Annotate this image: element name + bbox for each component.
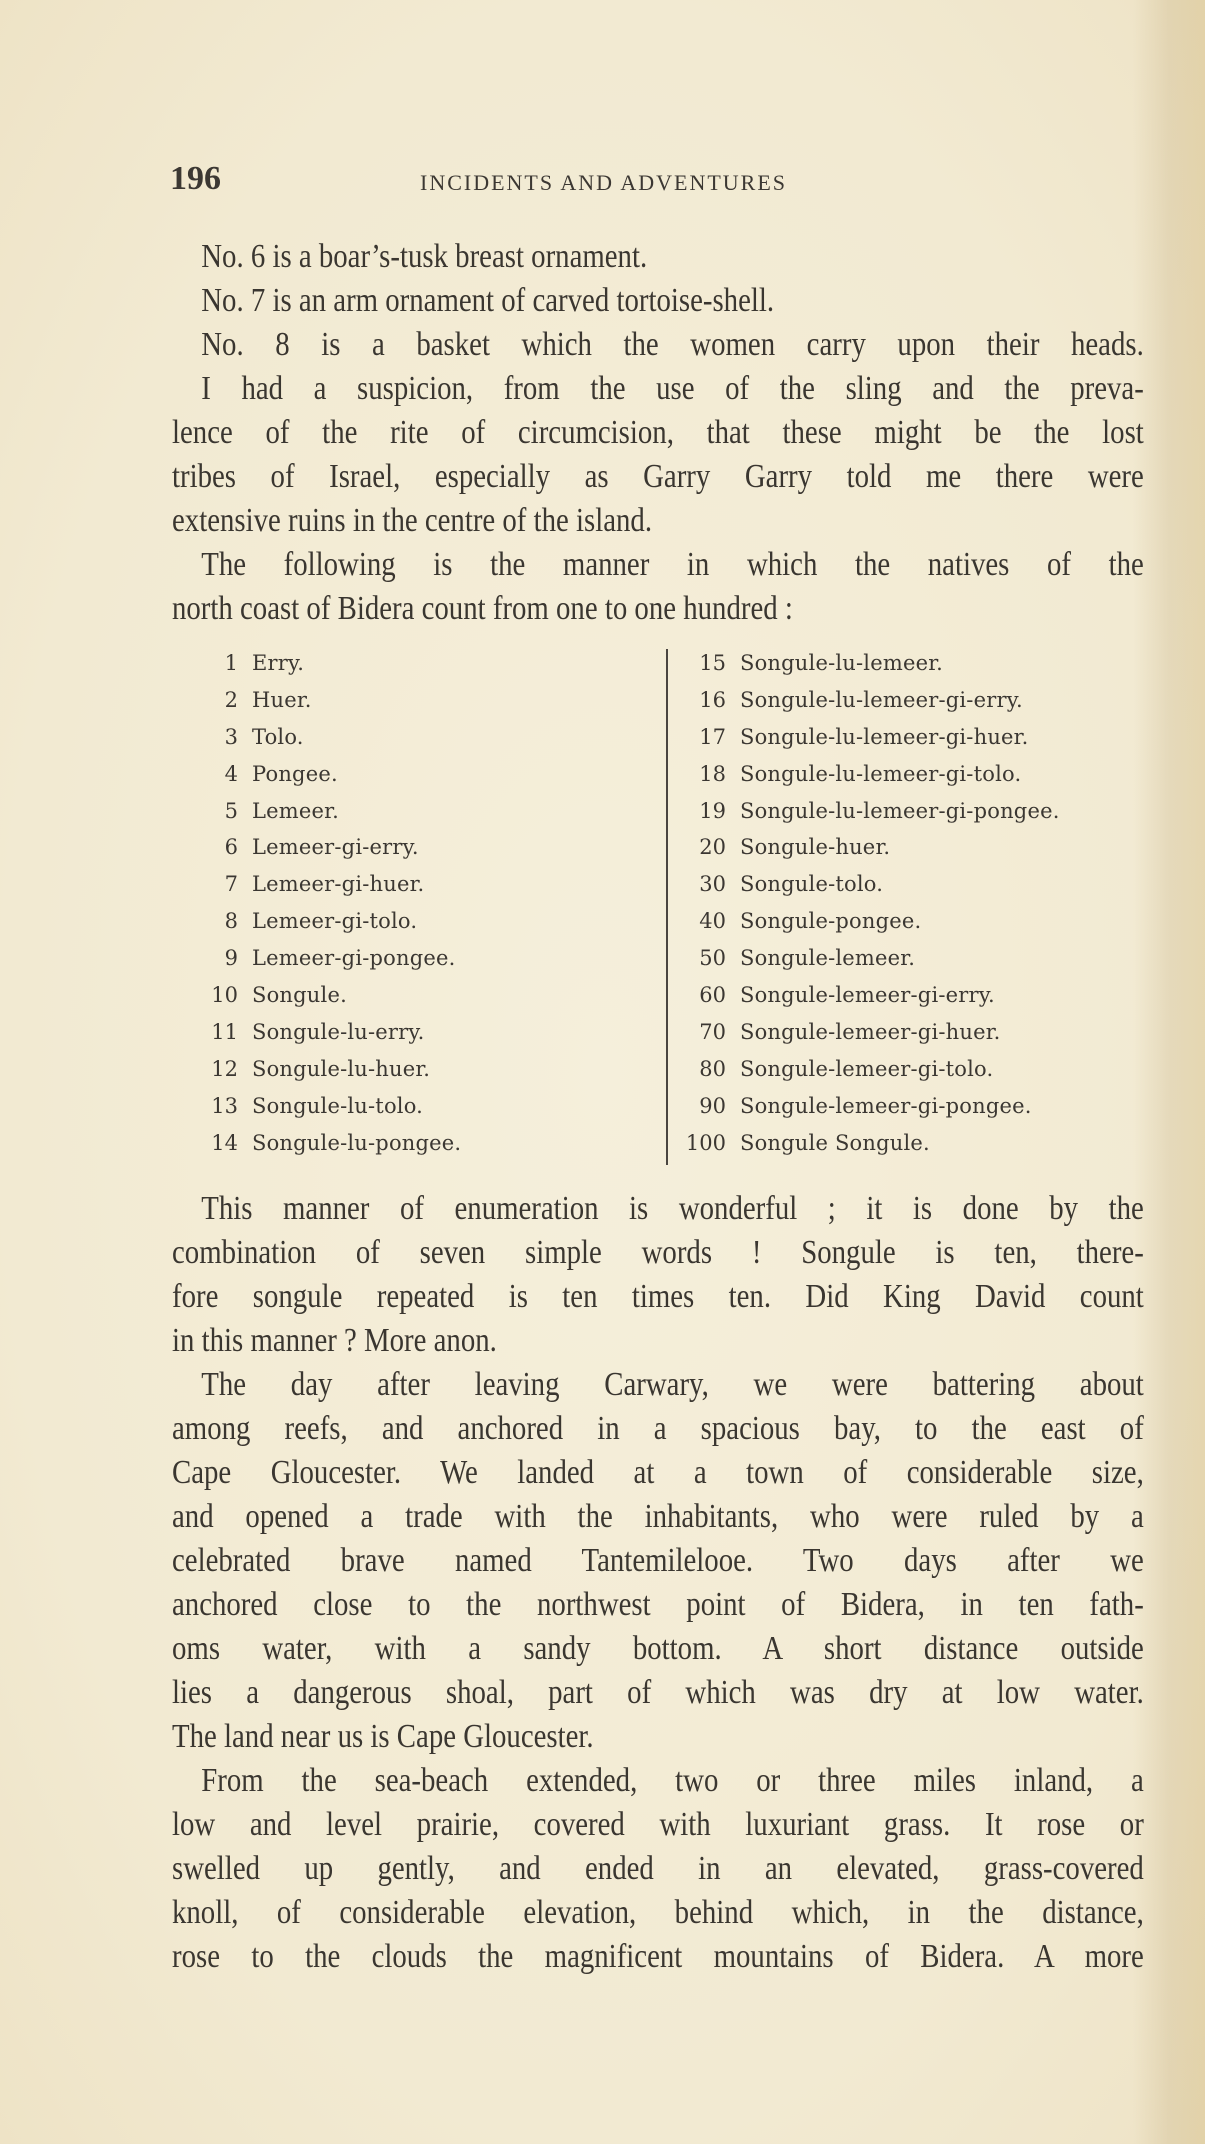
text-line: lies a dangerous shoal, part of which was dry at low water.: [172, 1674, 1144, 1711]
text-line: celebrated brave named Tantemilelooe. Two days after we: [172, 1542, 1144, 1579]
count-word: Lemeer.: [252, 798, 339, 823]
count-number: 80: [699, 1056, 726, 1081]
count-row: [210, 719, 650, 756]
page-number: 196: [170, 160, 221, 197]
count-word: Songule-lemeer-gi-tolo.: [740, 1056, 994, 1081]
count-row: [685, 829, 1130, 866]
text-line: No. 8 is a basket which the women carry upon their heads.: [201, 326, 1144, 363]
running-head: [170, 160, 920, 204]
count-word: Songule-pongee.: [740, 909, 922, 934]
paragraph-ornament-7: [172, 279, 1144, 323]
count-row: [210, 645, 650, 682]
count-word: Songule-lemeer-gi-erry.: [740, 983, 995, 1008]
count-word: Lemeer-gi-erry.: [252, 835, 419, 860]
count-word: Songule-lu-huer.: [252, 1056, 431, 1081]
count-row: [685, 645, 1130, 682]
count-word: Songule-lu-erry.: [252, 1019, 425, 1044]
count-number: 19: [699, 798, 726, 823]
count-row: [210, 829, 650, 866]
text-line: tribes of Israel, especially as Garry Garry told me there were: [172, 458, 1144, 495]
count-number: 14: [211, 1130, 238, 1155]
text-line: anchored close to the northwest point of Bidera, in ten fath-: [172, 1586, 1144, 1623]
text-line: The following is the manner in which the natives of the: [201, 546, 1144, 583]
narrative-text-block: [172, 1187, 1147, 1979]
text-line: fore songule repeated is ten times ten. Did King David count: [172, 1278, 1144, 1315]
counting-column-left: [210, 645, 650, 1161]
count-row: [685, 756, 1130, 793]
text-line: north coast of Bidera count from one to one hundred :: [172, 590, 793, 627]
count-row: [210, 977, 650, 1014]
text-line: rose to the clouds the magnificent mountains of Bidera. A more: [172, 1938, 1144, 1975]
count-row: [685, 1014, 1130, 1051]
count-word: Songule-lu-lemeer-gi-pongee.: [740, 798, 1060, 823]
count-number: 8: [224, 909, 238, 934]
count-word: Tolo.: [252, 724, 304, 749]
count-row: [685, 866, 1130, 903]
count-word: Songule-lu-lemeer-gi-huer.: [740, 724, 1029, 749]
count-row: [210, 940, 650, 977]
count-row: [210, 866, 650, 903]
count-word: Songule-lu-lemeer.: [740, 651, 944, 675]
count-number: 5: [224, 798, 238, 823]
count-row: [210, 793, 650, 830]
count-number: 100: [685, 1130, 726, 1155]
text-line: The land near us is Cape Gloucester.: [172, 1718, 594, 1755]
count-number: 20: [699, 835, 726, 860]
count-number: 70: [699, 1019, 726, 1044]
count-number: 9: [224, 946, 238, 971]
count-row: [210, 1088, 650, 1125]
count-number: 2: [224, 687, 238, 712]
count-word: Songule-lu-lemeer-gi-tolo.: [740, 761, 1022, 786]
count-word: Songule-lemeer-gi-huer.: [740, 1019, 1001, 1044]
text-line: From the sea-beach extended, two or three miles inland, a: [201, 1762, 1144, 1799]
count-row: [210, 1125, 650, 1162]
count-number: 16: [699, 687, 726, 712]
count-number: 40: [699, 909, 726, 934]
count-word: Songule.: [252, 983, 347, 1008]
text-line: swelled up gently, and ended in an elevated, grass-covered: [172, 1850, 1144, 1887]
count-number: 12: [211, 1056, 238, 1081]
paragraph-carwary: [172, 1363, 1144, 1759]
count-number: 7: [224, 872, 238, 897]
column-divider: [666, 649, 668, 1165]
count-word: Songule-lemeer-gi-pongee.: [740, 1093, 1032, 1118]
count-row: [685, 1125, 1130, 1162]
count-word: Songule-huer.: [740, 835, 891, 860]
text-line: No. 6 is a boar’s-tusk breast ornament.: [201, 238, 648, 275]
count-row: [685, 940, 1130, 977]
count-row: [685, 903, 1130, 940]
text-line: No. 7 is an arm ornament of carved tortoise-shell.: [201, 282, 775, 319]
count-word: Songule-lu-lemeer-gi-erry.: [740, 687, 1023, 712]
count-row: [685, 682, 1130, 719]
count-number: 4: [224, 761, 238, 786]
count-row: [210, 903, 650, 940]
count-row: [685, 1051, 1130, 1088]
count-number: 6: [224, 835, 238, 860]
text-line: among reefs, and anchored in a spacious bay, to the east of: [172, 1410, 1144, 1447]
text-line: I had a suspicion, from the use of the sling and the preva-: [201, 370, 1144, 407]
count-word: Songule Songule.: [740, 1130, 930, 1155]
count-word: Songule-tolo.: [740, 872, 884, 897]
count-word: Erry.: [252, 651, 305, 675]
count-row: [210, 756, 650, 793]
count-row: [210, 682, 650, 719]
count-word: Lemeer-gi-huer.: [252, 872, 425, 897]
paragraph-ornament-6: [172, 235, 1144, 279]
count-row: [210, 1014, 650, 1051]
count-word: Huer.: [252, 687, 312, 712]
counting-table: [210, 645, 1130, 1155]
text-line: low and level prairie, covered with luxuriant grass. It rose or: [172, 1806, 1144, 1843]
paragraph-counting-intro: [172, 543, 1144, 631]
text-line: Cape Gloucester. We landed at a town of considerable size,: [172, 1454, 1144, 1491]
count-word: Pongee.: [252, 761, 338, 786]
intro-text-block: [172, 235, 1147, 631]
paragraph-prairie: [172, 1759, 1144, 1979]
count-row: [685, 1088, 1130, 1125]
count-number: 11: [211, 1019, 238, 1044]
count-word: Lemeer-gi-tolo.: [252, 909, 418, 934]
count-number: 30: [699, 872, 726, 897]
text-line: extensive ruins in the centre of the island.: [172, 502, 653, 539]
text-line: oms water, with a sandy bottom. A short distance outside: [172, 1630, 1144, 1667]
count-number: 15: [699, 651, 726, 675]
count-number: 1: [224, 651, 238, 675]
count-number: 18: [699, 761, 726, 786]
running-title: INCIDENTS AND ADVENTURES: [420, 170, 787, 195]
count-word: Songule-lemeer.: [740, 946, 916, 971]
count-number: 17: [699, 724, 726, 749]
count-row: [685, 793, 1130, 830]
paragraph-suspicion: [172, 367, 1144, 543]
count-number: 50: [699, 946, 726, 971]
count-row: [685, 977, 1130, 1014]
count-number: 90: [699, 1093, 726, 1118]
text-line: This manner of enumeration is wonderful ; it is done by the: [201, 1190, 1144, 1227]
text-line: lence of the rite of circumcision, that these might be the lost: [172, 414, 1144, 451]
counting-column-right: [685, 645, 1130, 1161]
count-number: 60: [699, 983, 726, 1008]
count-word: Songule-lu-tolo.: [252, 1093, 424, 1118]
text-line: and opened a trade with the inhabitants, who were ruled by a: [172, 1498, 1144, 1535]
text-line: The day after leaving Carwary, we were battering about: [201, 1366, 1144, 1403]
count-row: [210, 1051, 650, 1088]
paragraph-enumeration: [172, 1187, 1144, 1363]
text-line: in this manner ? More anon.: [172, 1322, 497, 1359]
count-number: 3: [224, 724, 238, 749]
count-number: 13: [211, 1093, 238, 1118]
count-number: 10: [211, 983, 238, 1008]
count-word: Lemeer-gi-pongee.: [252, 946, 456, 971]
paragraph-ornament-8: [172, 323, 1144, 367]
text-line: combination of seven simple words ! Songule is ten, there-: [172, 1234, 1144, 1271]
count-row: [685, 719, 1130, 756]
count-word: Songule-lu-pongee.: [252, 1130, 462, 1155]
text-line: knoll, of considerable elevation, behind which, in the distance,: [172, 1894, 1144, 1931]
